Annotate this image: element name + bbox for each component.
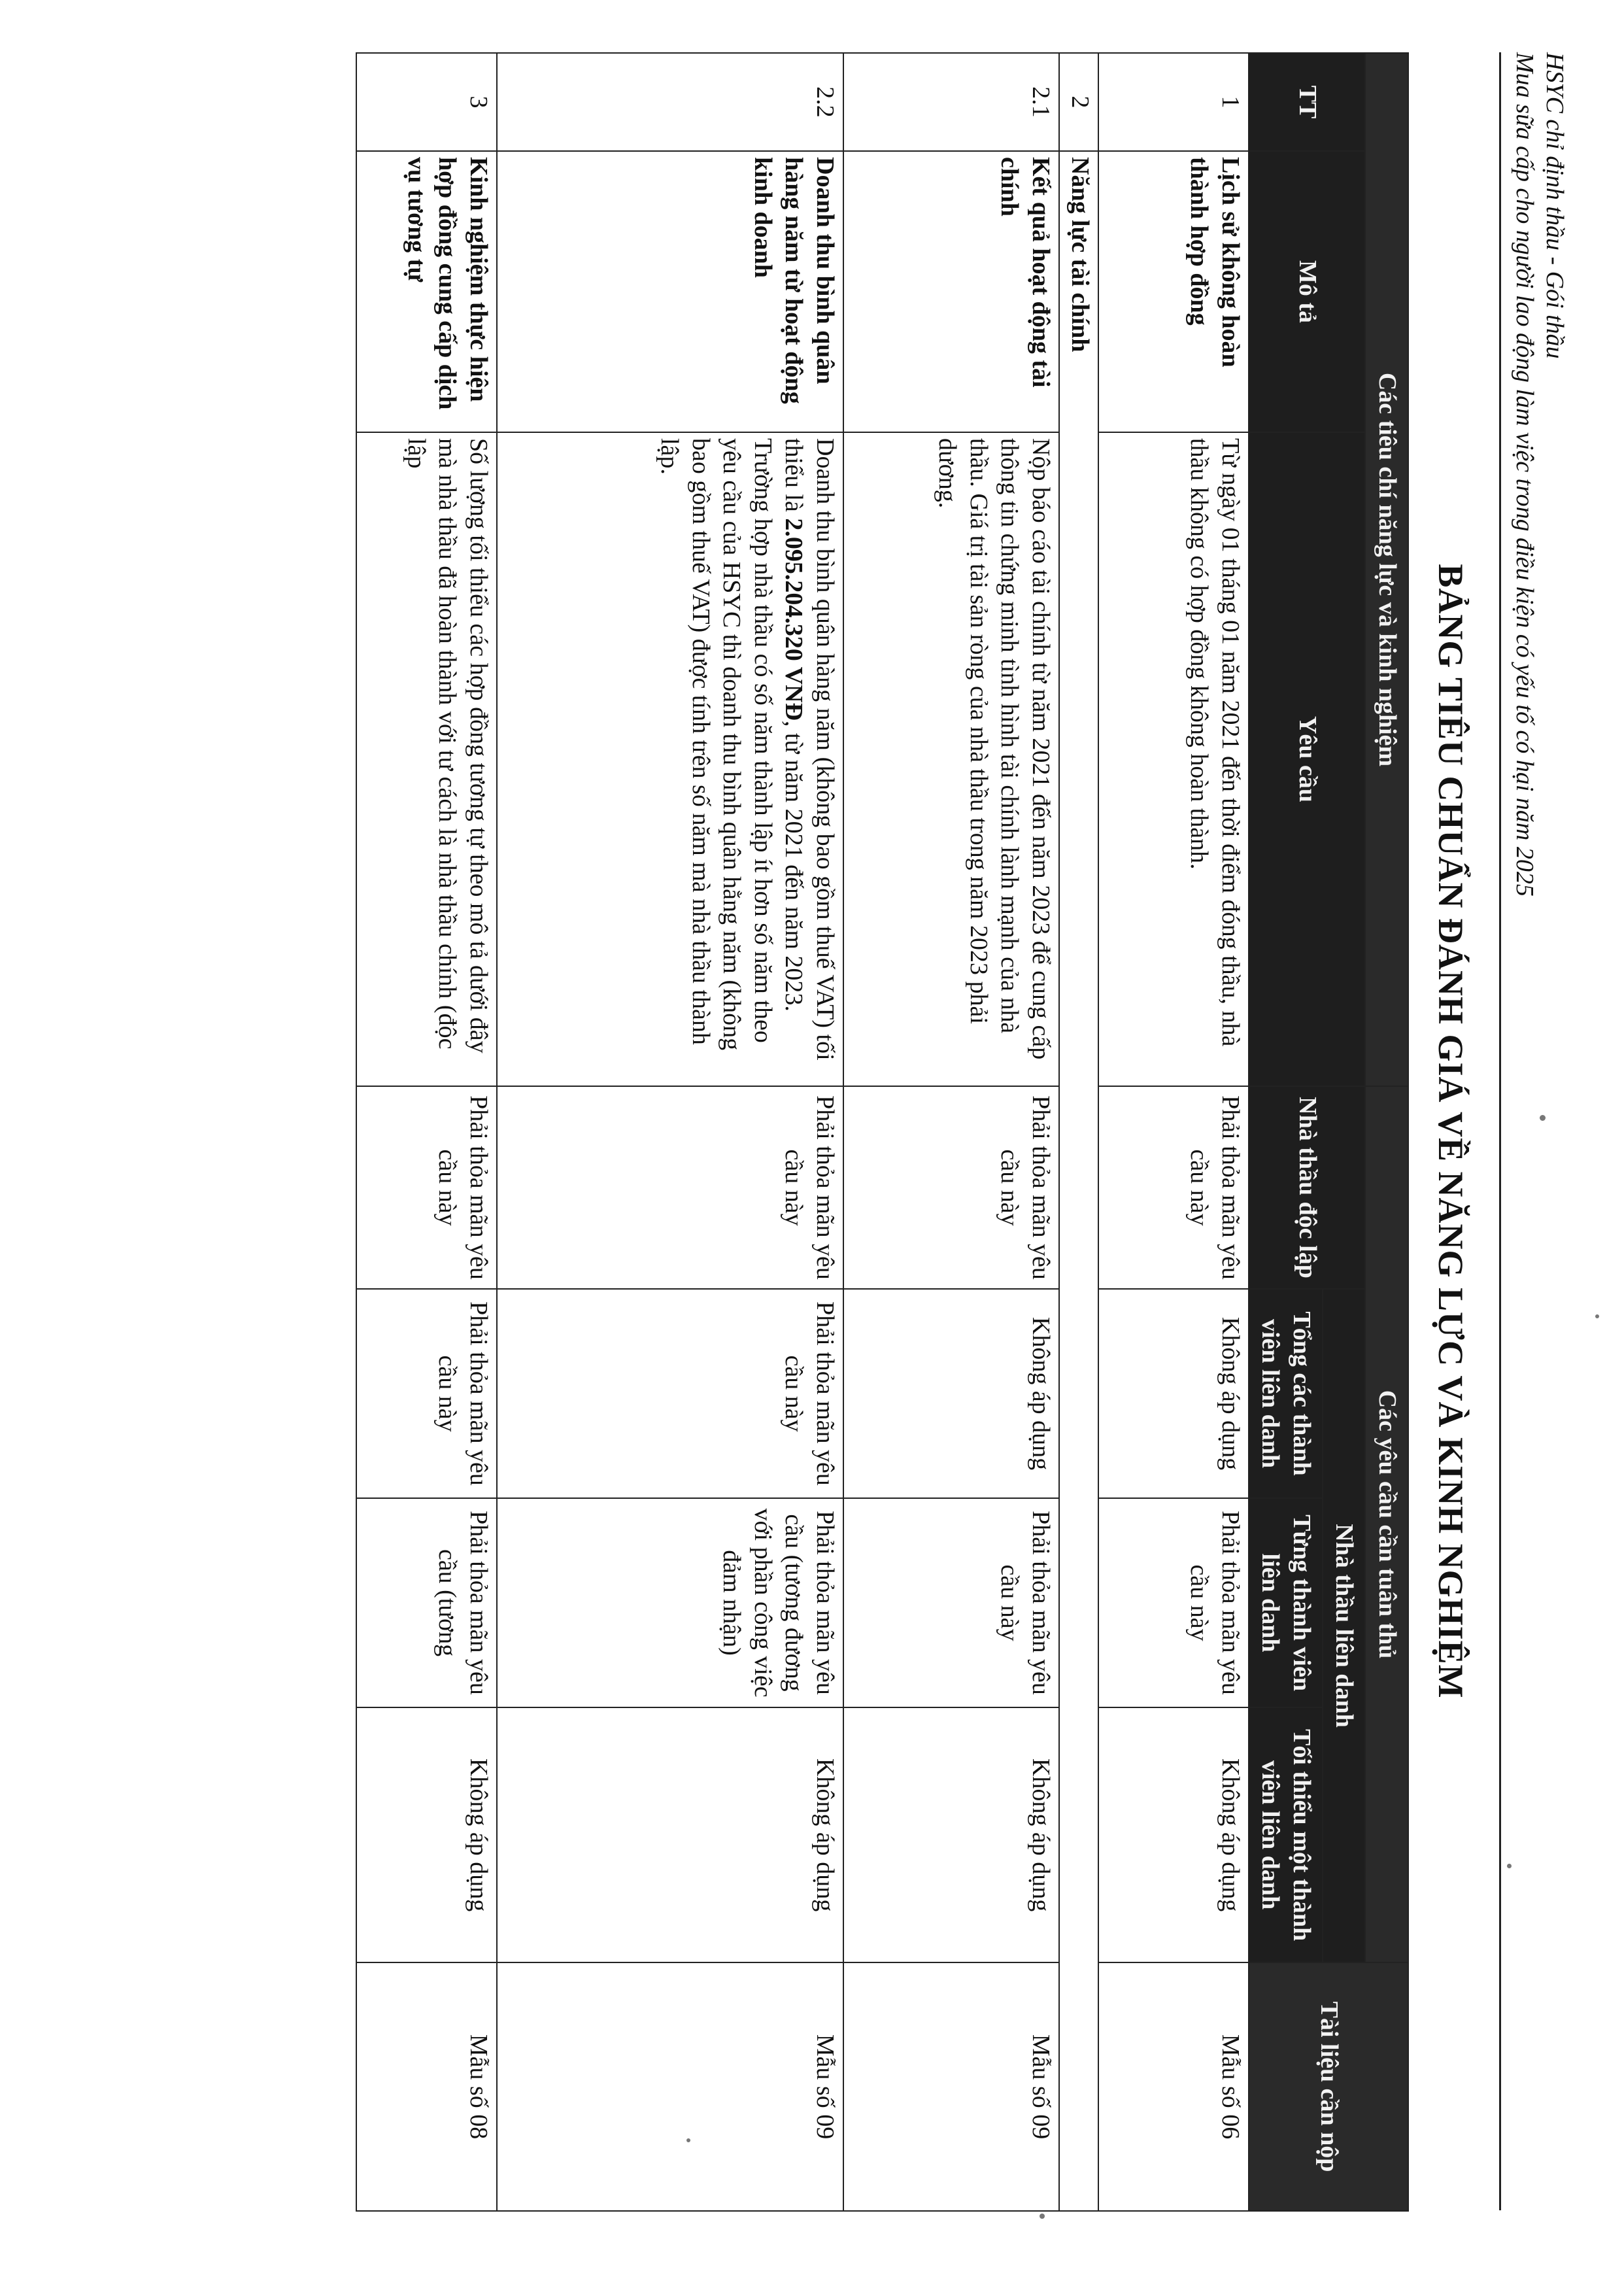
row-description: Lịch sử không hoàn thành hợp đồng — [1098, 151, 1249, 432]
row-documents: Mẫu số 06 — [1098, 1962, 1249, 2211]
header-independent-bidder: Nhà thầu độc lập — [1249, 1086, 1366, 1289]
header-requirement: Yêu cầu — [1249, 432, 1366, 1086]
requirement-text-b: , từ năm 2021 đến năm 2023. Trường hợp nhà thầu có số năm thành lập ít hơn số năm theo yêu cầu của HSYC thì doanh thu bình quân hằng năm (không bao gồm thuế VAT) được tính trên số năm mà nhà thầu thành lập. — [656, 438, 808, 1051]
section-heading: Năng lực tài chính — [1059, 151, 1098, 2211]
row-requirement: Số lượng tối thiểu các hợp đồng tương tự theo mô tả dưới đây mà nhà thầu đã hoàn thành với tư cách là nhà thầu chính (độc lập — [356, 432, 497, 1086]
row-requirement: Từ ngày 01 tháng 01 năm 2021 đến thời điểm đóng thầu, nhà thầu không có hợp đồng không hoàn thành. — [1098, 432, 1249, 1086]
requirement-text-a: Doanh thu bình quân hàng năm (không bao gồm thuế VAT) tối thiểu là — [780, 438, 839, 1061]
row-jv-each: Phải thỏa mãn yêu cầu (tương đương với phần công việc đảm nhận) — [497, 1498, 843, 1707]
row-number: 2 — [1059, 53, 1098, 151]
table-row — [1059, 53, 1098, 2211]
header-joint-venture-group: Nhà thầu liên danh — [1323, 1289, 1366, 1962]
row-number: 1 — [1098, 53, 1249, 151]
header-description: Mô tả — [1249, 151, 1366, 432]
page-title: BẢNG TIÊU CHUẨN ĐÁNH GIÁ VỀ NĂNG LỰC VÀ KINH NGHIỆM — [1431, 564, 1470, 1699]
table-row — [1098, 53, 1249, 2211]
rotated-page — [65, 52, 1569, 2236]
row-jv-all: Không áp dụng — [843, 1289, 1059, 1498]
row-jv-each: Phải thỏa mãn yêu cầu (tương — [356, 1498, 497, 1707]
document-header-line-1: HSYC chỉ định thầu - Gói thầu — [1541, 52, 1568, 359]
header-documents: Tài liệu cần nộp — [1249, 1962, 1408, 2211]
row-jv-each: Phải thỏa mãn yêu cầu này — [843, 1498, 1059, 1707]
header-criteria-group: Các tiêu chí năng lực và kinh nghiệm — [1366, 53, 1409, 1086]
row-jv-one: Không áp dụng — [1098, 1707, 1249, 1962]
row-description: Doanh thu bình quân hàng năm từ hoạt động kinh doanh — [497, 151, 843, 432]
row-jv-all: Phải thỏa mãn yêu cầu này — [356, 1289, 497, 1498]
header-jv-all-members: Tổng các thành viên liên danh — [1249, 1289, 1323, 1498]
table-row — [356, 53, 497, 2211]
table-row — [843, 53, 1059, 2211]
criteria-table — [356, 52, 1409, 2212]
row-description: Kết quả hoạt động tài chính — [843, 151, 1059, 432]
row-independent: Phải thỏa mãn yêu cầu này — [497, 1086, 843, 1289]
row-number: 2.1 — [843, 53, 1059, 151]
row-jv-one: Không áp dụng — [843, 1707, 1059, 1962]
document-header-line-2: Mua sữa cấp cho người lao động làm việc trong điều kiện có yếu tố có hại năm 2025 — [1511, 52, 1538, 897]
header-jv-each-member: Từng thành viên liên danh — [1249, 1498, 1323, 1707]
header-tt: TT — [1249, 53, 1366, 151]
row-independent: Phải thỏa mãn yêu cầu này — [1098, 1086, 1249, 1289]
row-jv-each: Phải thỏa mãn yêu cầu này — [1098, 1498, 1249, 1707]
header-rule — [1499, 52, 1501, 2210]
row-requirement: Nộp báo cáo tài chính từ năm 2021 đến năm 2023 để cung cấp thông tin chứng minh tình hình tài chính lành mạnh của nhà thầu. Giá trị tài sản ròng của nhà thầu trong năm 2023 phải dương. — [843, 432, 1059, 1086]
row-jv-one: Không áp dụng — [497, 1707, 843, 1962]
revenue-amount: 2.095.204.320 VNĐ — [780, 518, 808, 721]
row-independent: Phải thỏa mãn yêu cầu này — [843, 1086, 1059, 1289]
row-requirement — [497, 432, 843, 1086]
row-documents: Mẫu số 09 — [843, 1962, 1059, 2211]
row-documents: Mẫu số 09 — [497, 1962, 843, 2211]
row-documents: Mẫu số 08 — [356, 1962, 497, 2211]
row-jv-all: Phải thỏa mãn yêu cầu này — [497, 1289, 843, 1498]
header-requirements-group: Các yêu cầu cần tuân thủ — [1366, 1086, 1409, 1962]
row-jv-all: Không áp dụng — [1098, 1289, 1249, 1498]
scan-speck — [1595, 1314, 1599, 1318]
table-row — [497, 53, 843, 2211]
row-number: 3 — [356, 53, 497, 151]
header-jv-at-least-one: Tối thiểu một thành viên liên danh — [1249, 1707, 1323, 1962]
row-independent: Phải thỏa mãn yêu cầu này — [356, 1086, 497, 1289]
row-description: Kinh nghiệm thực hiện hợp đồng cung cấp dịch vụ tương tự — [356, 151, 497, 432]
row-number: 2.2 — [497, 53, 843, 151]
row-jv-one: Không áp dụng — [356, 1707, 497, 1962]
